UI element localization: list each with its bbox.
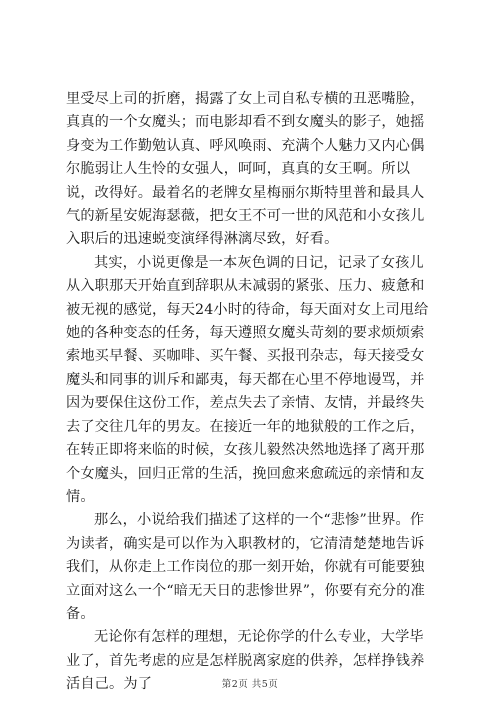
paragraph-4: 无论你有怎样的理想，无论你学的什么专业，大学毕业了，首先考虑的应是怎样脱离家庭的供养，怎样挣钱养活自己。为了 — [66, 629, 425, 693]
paragraph-1: 里受尽上司的折磨，揭露了女上司自私专横的丑恶嘴脸，真真的一个女魔头；而电影却看不到女魔头的影子，她摇身变为工作勤勉认真、呼风唤雨、充满个人魅力又内心偶尔脆弱让人生怜的女强人，呵呵，真真的女王啊。所以说，改得好。最着名的老牌女星梅丽尔斯特里普和最具人气的新星安妮海瑟薇，把女王不可一世的风范和小女孩儿入职后的迅速蜕变演绎得淋漓尽致，好看。 — [66, 91, 425, 248]
page-footer: 第2页 共5页 — [221, 679, 279, 690]
paragraph-2: 其实，小说更像是一本灰色调的日记，记录了女孩儿从入职那天开始直到辞职从未减弱的紧张、压力、疲惫和被无视的感觉，每天24小时的待命，每天面对女上司甩给她的各种变态的任务，每天遵照女魔头苛刻的要求烦烦索索地买早餐、买咖啡、买午餐、买报刊杂志，每天接受女魔头和同事的训斥和鄙夷，每天都在心里不停地谩骂，并因为要保住这份工作，差点失去了亲情、友情，并最终失去了交往几年的男友。在接近一年的地狱般的工作之后，在转正即将来临的时候，女孩儿毅然决然地选择了离开那个女魔头，回归正常的生活，挽回愈来愈疏远的亲情和友情。 — [66, 254, 429, 505]
paragraph-3: 那么，小说给我们描述了这样的一个“悲惨”世界。作为读者，确实是可以作为入职教材的，它清清楚楚地告诉我们，从你走上工作岗位的那一刻开始，你就有可能要独立面对这么一个“暗无天日的悲惨世界”，你要有充分的准备。 — [66, 512, 425, 622]
document-body — [66, 88, 432, 697]
